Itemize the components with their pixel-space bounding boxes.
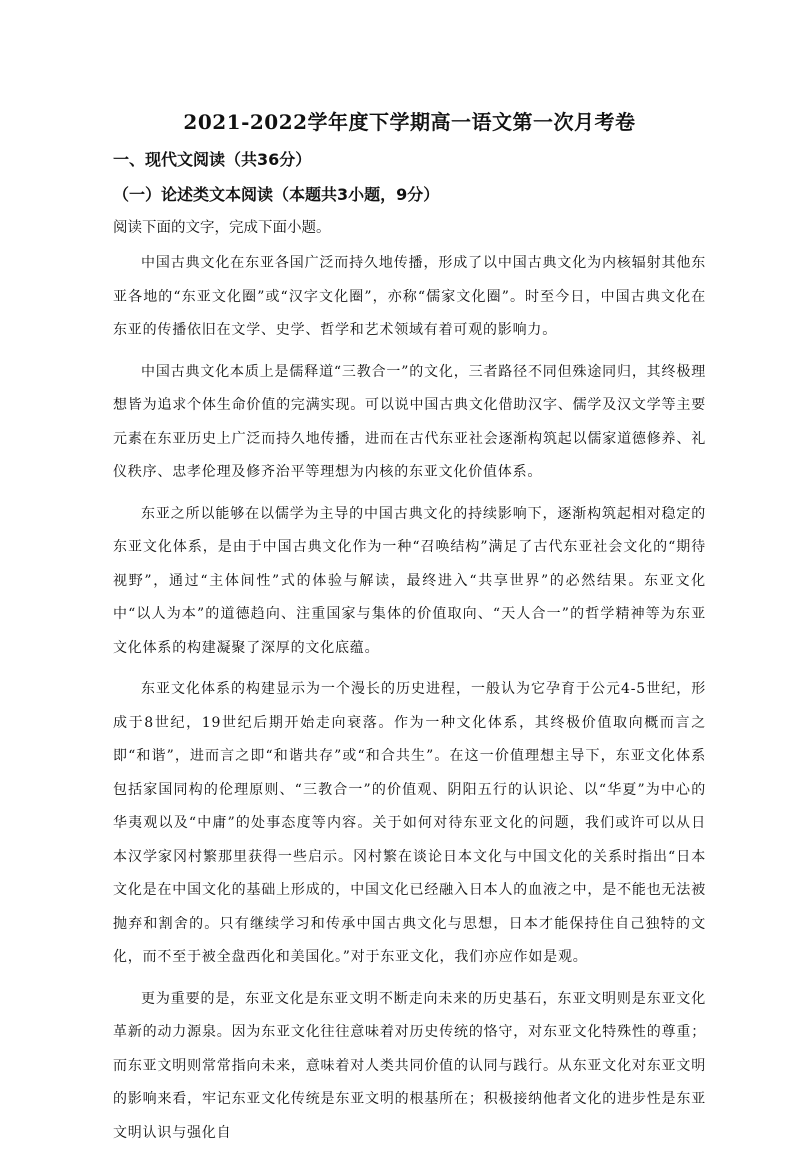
reading-passage [113, 247, 706, 1150]
passage-paragraph-5: 更为重要的是，东亚文化是东亚文明不断走向未来的历史基石，东亚文明则是东亚文化革新的动力源泉。因为东亚文化往往意味着对历史传统的恪守，对东亚文化特殊性的尊重；而东亚文明则常常指向未来，意味着对人类共同价值的认同与践行。从东亚文化对东亚文明的影响来看，牢记东亚文化传统是东亚文明的根基所在；积极接纳他者文化的进步性是东亚文明认识与强化自 [113, 983, 706, 1150]
passage-paragraph-4: 东亚文化体系的构建显示为一个漫长的历史进程，一般认为它孕育于公元4-5世纪，形成于8世纪，19世纪后期开始走向衰落。作为一种文化体系，其终极价值取向概而言之即“和谐”，进而言之即“和谐共存”或“和合共生”。在这一价值理想主导下，东亚文化体系包括家国同构的伦理原则、“三教合一”的价值观、阴阳五行的认识论、以“华夏”为中心的华夷观以及“中庸”的处事态度等内容。关于如何对待东亚文化的问题，我们或许可以从日本汉学家冈村繁那里获得一些启示。冈村繁在谈论日本文化与中国文化的关系时指出“日本文化是在中国文化的基础上形成的，中国文化已经融入日本人的血液之中，是不能也无法被抛弃和割舍的。只有继续学习和传承中国古典文化与思想，日本才能保持住自己独特的文化，而不至于被全盘西化和美国化。”对于东亚文化，我们亦应作如是观。 [113, 673, 706, 975]
passage-paragraph-3: 东亚之所以能够在以儒学为主导的中国古典文化的持续影响下，逐渐构筑起相对稳定的东亚文化体系，是由于中国古典文化作为一种“召唤结构”满足了古代东亚社会文化的“期待视野”，通过“主体间性”式的体验与解读，最终进入“共享世界”的必然结果。东亚文化中“以人为本”的道德趋向、注重国家与集体的价值取向、“天人合一”的哲学精神等为东亚文化体系的构建凝聚了深厚的文化底蕴。 [113, 498, 706, 666]
passage-paragraph-2: 中国古典文化本质上是儒释道“三教合一”的文化，三者路径不同但殊途同归，其终极理想皆为追求个体生命价值的完满实现。可以说中国古典文化借助汉字、儒学及汉文学等主要元素在东亚历史上广泛而持久地传播，进而在古代东亚社会逐渐构筑起以儒家道德修养、礼仪秩序、忠孝伦理及修齐治平等理想为内核的东亚文化价值体系。 [113, 356, 706, 490]
reading-instruction: 阅读下面的文字，完成下面小题。 [113, 216, 706, 237]
passage-paragraph-1: 中国古典文化在东亚各国广泛而持久地传播，形成了以中国古典文化为内核辐射其他东亚各地的“东亚文化圈”或“汉字文化圈”，亦称“儒家文化圈”。时至今日，中国古典文化在东亚的传播依旧在文学、史学、哲学和艺术领域有着可观的影响力。 [113, 247, 706, 348]
exam-title: 2021-2022学年度下学期高一语文第一次月考卷 [113, 106, 706, 135]
subsection-heading: （一）论述类文本阅读（本题共3小题，9分） [113, 182, 706, 205]
section-heading: 一、现代文阅读（共36分） [113, 147, 706, 170]
